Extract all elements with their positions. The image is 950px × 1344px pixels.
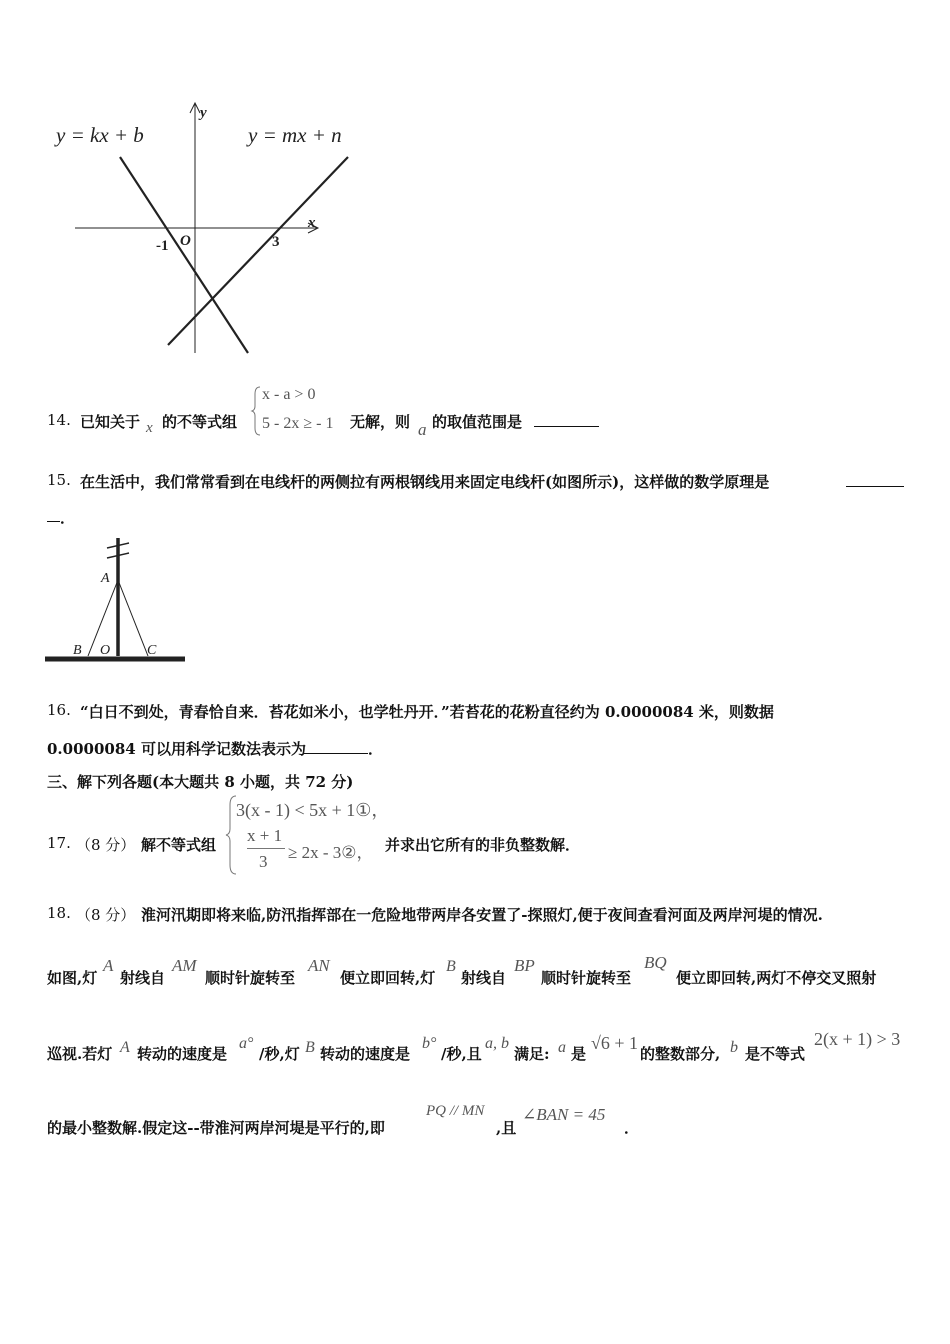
q17-ineq2-rest: ≥ 2x - 3②， (288, 843, 374, 862)
q18-l2-e: 射线自 (461, 969, 507, 987)
q18-l4-c: ． (624, 1119, 640, 1137)
q14-brace (252, 386, 262, 436)
q18-l2-c: 顺时针旋转至 (205, 969, 296, 987)
q15-answer-blank[interactable] (846, 474, 904, 487)
q16-answer-blank[interactable] (304, 741, 368, 754)
q18-l2-d: 便立即回转,灯 (340, 969, 436, 987)
q18-ab: a, b (485, 1035, 509, 1052)
q18-l3-a: 巡视.若灯 (47, 1045, 113, 1063)
q15-end: ． (60, 509, 76, 527)
line2-label: y = mx + n (248, 123, 342, 147)
q18-var-AM: AM (172, 956, 197, 975)
q18-var-B-2: B (305, 1039, 315, 1056)
q15-number: 15. (47, 471, 71, 489)
line-kx-plus-b (120, 157, 248, 353)
tick-3-label: 3 (272, 234, 280, 250)
point-a-label: A (101, 571, 110, 586)
y-axis-label: y (200, 105, 207, 121)
q16-line1: “白日不到处，青春恰自来．苔花如米小，也学牡丹开．”若苔花的花粉直径约为 0.0000084 米，则数据 (80, 703, 774, 721)
q18-sqrt-expr: √6 + 1 (591, 1033, 639, 1053)
q18-l3-h: 的整数部分, (640, 1045, 721, 1063)
q18-l3-f: 满足: (514, 1045, 550, 1063)
x-axis-label: x (308, 215, 316, 231)
q18-var-BQ: BQ (644, 953, 667, 972)
point-c-label: C (147, 643, 157, 658)
q18-l2-g: 便立即回转,两灯不停交叉照射 (676, 969, 877, 987)
q17-number: 17. (47, 834, 71, 852)
q18-l3-e: /秒,且 (441, 1045, 482, 1063)
q18-l4-b: ,且 (496, 1119, 517, 1137)
q18-var-BP: BP (514, 956, 535, 975)
section-3-title: 三、解下列各题(本大题共 8 小题，共 72 分) (47, 773, 354, 791)
q18-l2-a: 如图,灯 (47, 969, 98, 987)
q14-text-d: 的取值范围是 (432, 413, 523, 431)
q18-score: （8 分） (76, 906, 136, 924)
q14-ineq2: 5 - 2x ≥ - 1 (262, 415, 334, 432)
q18-inequality: 2(x + 1) > 3 (814, 1029, 901, 1049)
q18-l3-g: 是 (571, 1045, 587, 1063)
q18-var-B: B (446, 958, 456, 975)
q14-answer-blank[interactable] (534, 414, 599, 427)
q18-var-A-2: A (120, 1039, 130, 1056)
q18-angle-ban: ∠BAN = 45 (522, 1105, 606, 1124)
q17-score: （8 分） (76, 836, 136, 854)
q18-l2-f: 顺时针旋转至 (541, 969, 632, 987)
origin-label: O (180, 233, 191, 249)
q17-ineq1: 3(x - 1) < 5x + 1①， (236, 800, 390, 820)
linear-functions-graph (50, 95, 380, 355)
q15-answer-blank-cont[interactable] (47, 509, 60, 522)
q18-a-degree: a° (239, 1035, 254, 1052)
q17-frac-num: x + 1 (247, 826, 283, 845)
q18-l3-d: 转动的速度是 (320, 1045, 411, 1063)
q18-var-b: b (730, 1039, 738, 1056)
q17-frac-den: 3 (259, 852, 268, 871)
q17-frac-bar (247, 848, 285, 849)
q18-b-degree: b° (422, 1035, 437, 1052)
q14-text-c: 无解，则 (350, 413, 411, 431)
q14-text-a: 已知关于 (80, 413, 141, 431)
q18-l3-b: 转动的速度是 (137, 1045, 228, 1063)
q18-l3-i: 是不等式 (745, 1045, 806, 1063)
q14-var-a: a (418, 420, 427, 439)
utility-pole-figure (45, 538, 190, 668)
q14-ineq1: x - a > 0 (262, 386, 316, 403)
point-o-label: O (100, 643, 111, 658)
q18-line1: 淮河汛期即将来临,防汛指挥部在一危险地带两岸各安置了-探照灯,便于夜间查看河面及两岸河堤的情况. (141, 906, 823, 924)
q17-text-b: 并求出它所有的非负整数解． (385, 836, 581, 854)
q18-var-a: a (558, 1039, 566, 1056)
q18-pq-parallel-mn: PQ // MN (426, 1103, 485, 1119)
q18-var-AN: AN (308, 956, 330, 975)
q18-l4-a: 的最小整数解.假定这--带淮河两岸河堤是平行的,即 (47, 1119, 385, 1137)
q16-number: 16. (47, 701, 71, 719)
q14-text-b: 的不等式组 (162, 413, 238, 431)
q14-number: 14. (47, 411, 71, 429)
line1-label: y = kx + b (56, 123, 144, 147)
q18-l2-b: 射线自 (120, 969, 166, 987)
q15-text: 在生活中，我们常常看到在电线杆的两侧拉有两根钢线用来固定电线杆(如图所示)，这样做的数学原理是 (80, 473, 770, 491)
q18-var-A: A (103, 956, 114, 975)
q14-var-x: x (146, 420, 153, 436)
q16-line2: 0.0000084 可以用科学记数法表示为 (47, 740, 306, 758)
q16-end: ． (368, 740, 384, 758)
q17-text-a: 解不等式组 (141, 836, 217, 854)
q18-l3-c: /秒,灯 (259, 1045, 300, 1063)
point-b-label: B (73, 643, 82, 658)
q18-number: 18. (47, 904, 71, 922)
tick-neg1-label: -1 (156, 238, 169, 254)
wire-ac (118, 580, 148, 656)
